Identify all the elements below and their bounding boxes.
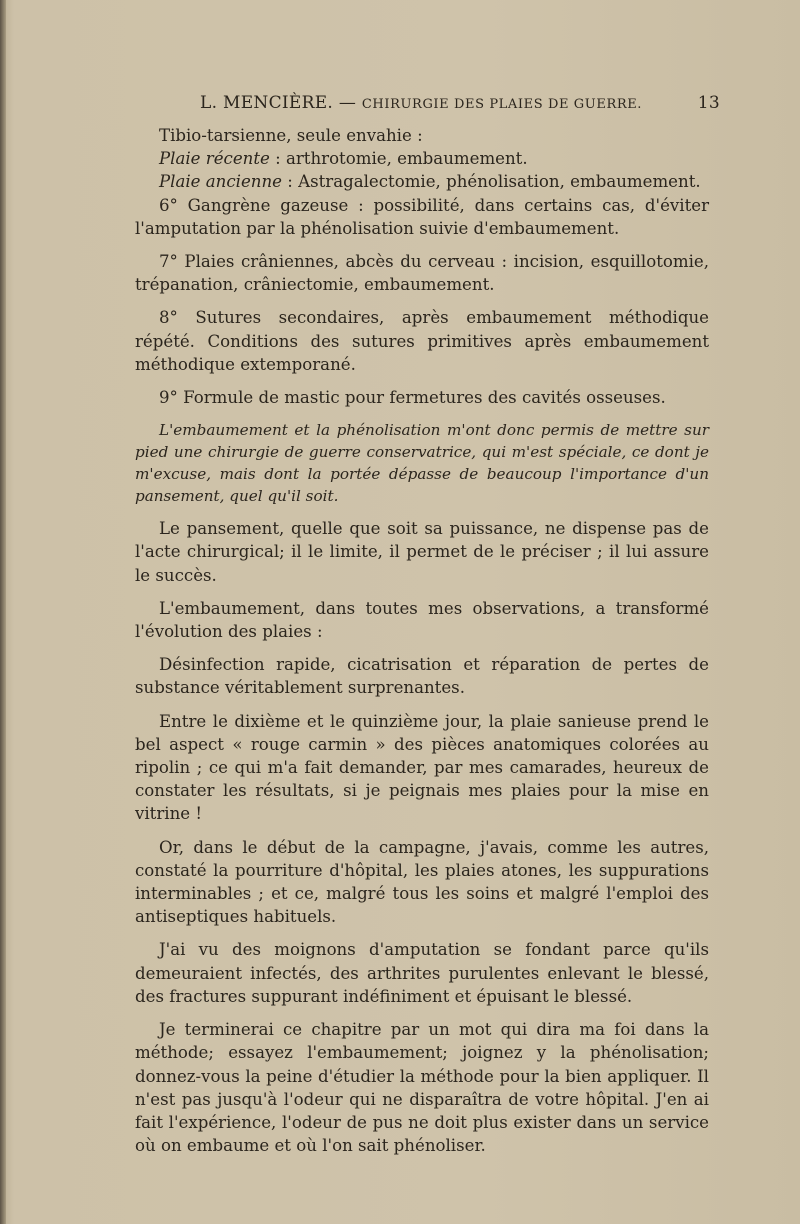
paragraph: Le pansement, quelle que soit sa puissance, ne dispense pas de l'acte chirurgical; il le limite, il permet de le préciser ; il lui assure le succès.	[135, 519, 709, 585]
paragraph: J'ai vu des moignons d'amputation se fondant parce qu'ils demeuraient infectés, des arthrites purulentes enlevant le blessé, des fractures suppurant indéfiniment et épuisant le blessé.	[135, 940, 709, 1006]
italic-label: Plaie ancienne	[159, 172, 282, 192]
italic-label: Plaie récente	[159, 149, 270, 169]
header-title: CHIRURGIE DES PLAIES DE GUERRE.	[361, 97, 643, 112]
page-number: 13	[697, 93, 720, 113]
paragraph: Or, dans le début de la campagne, j'avais, comme les autres, constaté la pourriture d'hôpital, les plaies atones, les suppurations interminables ; et ce, malgré tous les soins et malgré l'emploi des antiseptiques habituels.	[135, 837, 709, 927]
paragraph: 9° Formule de mastic pour fermetures des cavités osseuses.	[159, 388, 666, 408]
header-title-group	[200, 93, 642, 113]
paragraph: 7° Plaies crâniennes, abcès du cerveau : incision, esquillotomie, trépanation, crâniectomie, embaumement.	[135, 252, 709, 295]
header-author: L. MENCIÈRE.	[200, 93, 334, 113]
paragraph: Je terminerai ce chapitre par un mot qui dira ma foi dans la méthode; essayez l'embaumement; joignez y la phénolisation; donnez-vous la peine d'étudier la méthode pour la bien appliquer. Il n'est pas jusqu'à l'odeur qui ne disparaîtra de votre hôpital. J'en ai fait l'expérience, l'odeur de pus ne doit plus exister dans un service où on embaume et où l'on sait phénoliser.	[135, 1020, 709, 1156]
paragraph: Tibio-tarsienne, seule envahie :	[159, 126, 423, 145]
italic-paragraph: L'embaumement et la phénolisation m'ont donc permis de mettre sur pied une chirurgie de guerre conservatrice, qui m'est spéciale, ce dont je m'excuse, mais dont la portée dépasse de beaucoup l'importance d'un pansement, quel qu'il soit.	[135, 421, 709, 506]
header-separator: —	[338, 93, 357, 113]
page-spine-shadow	[0, 0, 6, 1224]
paragraph: Désinfection rapide, cicatrisation et réparation de pertes de substance véritablement surprenantes.	[135, 655, 709, 698]
paragraph: L'embaumement, dans toutes mes observations, a transformé l'évolution des plaies :	[135, 598, 709, 642]
paragraph-text: : Astragalectomie, phénolisation, embaumement.	[281, 172, 701, 192]
paragraph	[135, 170, 709, 193]
paragraph	[135, 147, 709, 170]
paragraph-text: : arthrotomie, embaumement.	[269, 149, 528, 169]
paragraph: 6° Gangrène gazeuse : possibilité, dans certains cas, d'éviter l'amputation par la phénolisation suivie d'embaumement.	[135, 195, 709, 238]
paragraph: Entre le dixième et le quinzième jour, la plaie sanieuse prend le bel aspect « rouge carmin » des pièces anatomiques colorées au ripolin ; ce qui m'a fait demander, par mes camarades, heureux de constater les résultats, si je peignais mes plaies pour la mise en vitrine !	[135, 711, 709, 824]
page-body	[135, 124, 709, 1157]
paragraph: 8° Sutures secondaires, après embaumement méthodique répété. Conditions des sutures primitives après embaumement méthodique extemporané.	[135, 308, 709, 374]
running-header	[200, 93, 720, 113]
